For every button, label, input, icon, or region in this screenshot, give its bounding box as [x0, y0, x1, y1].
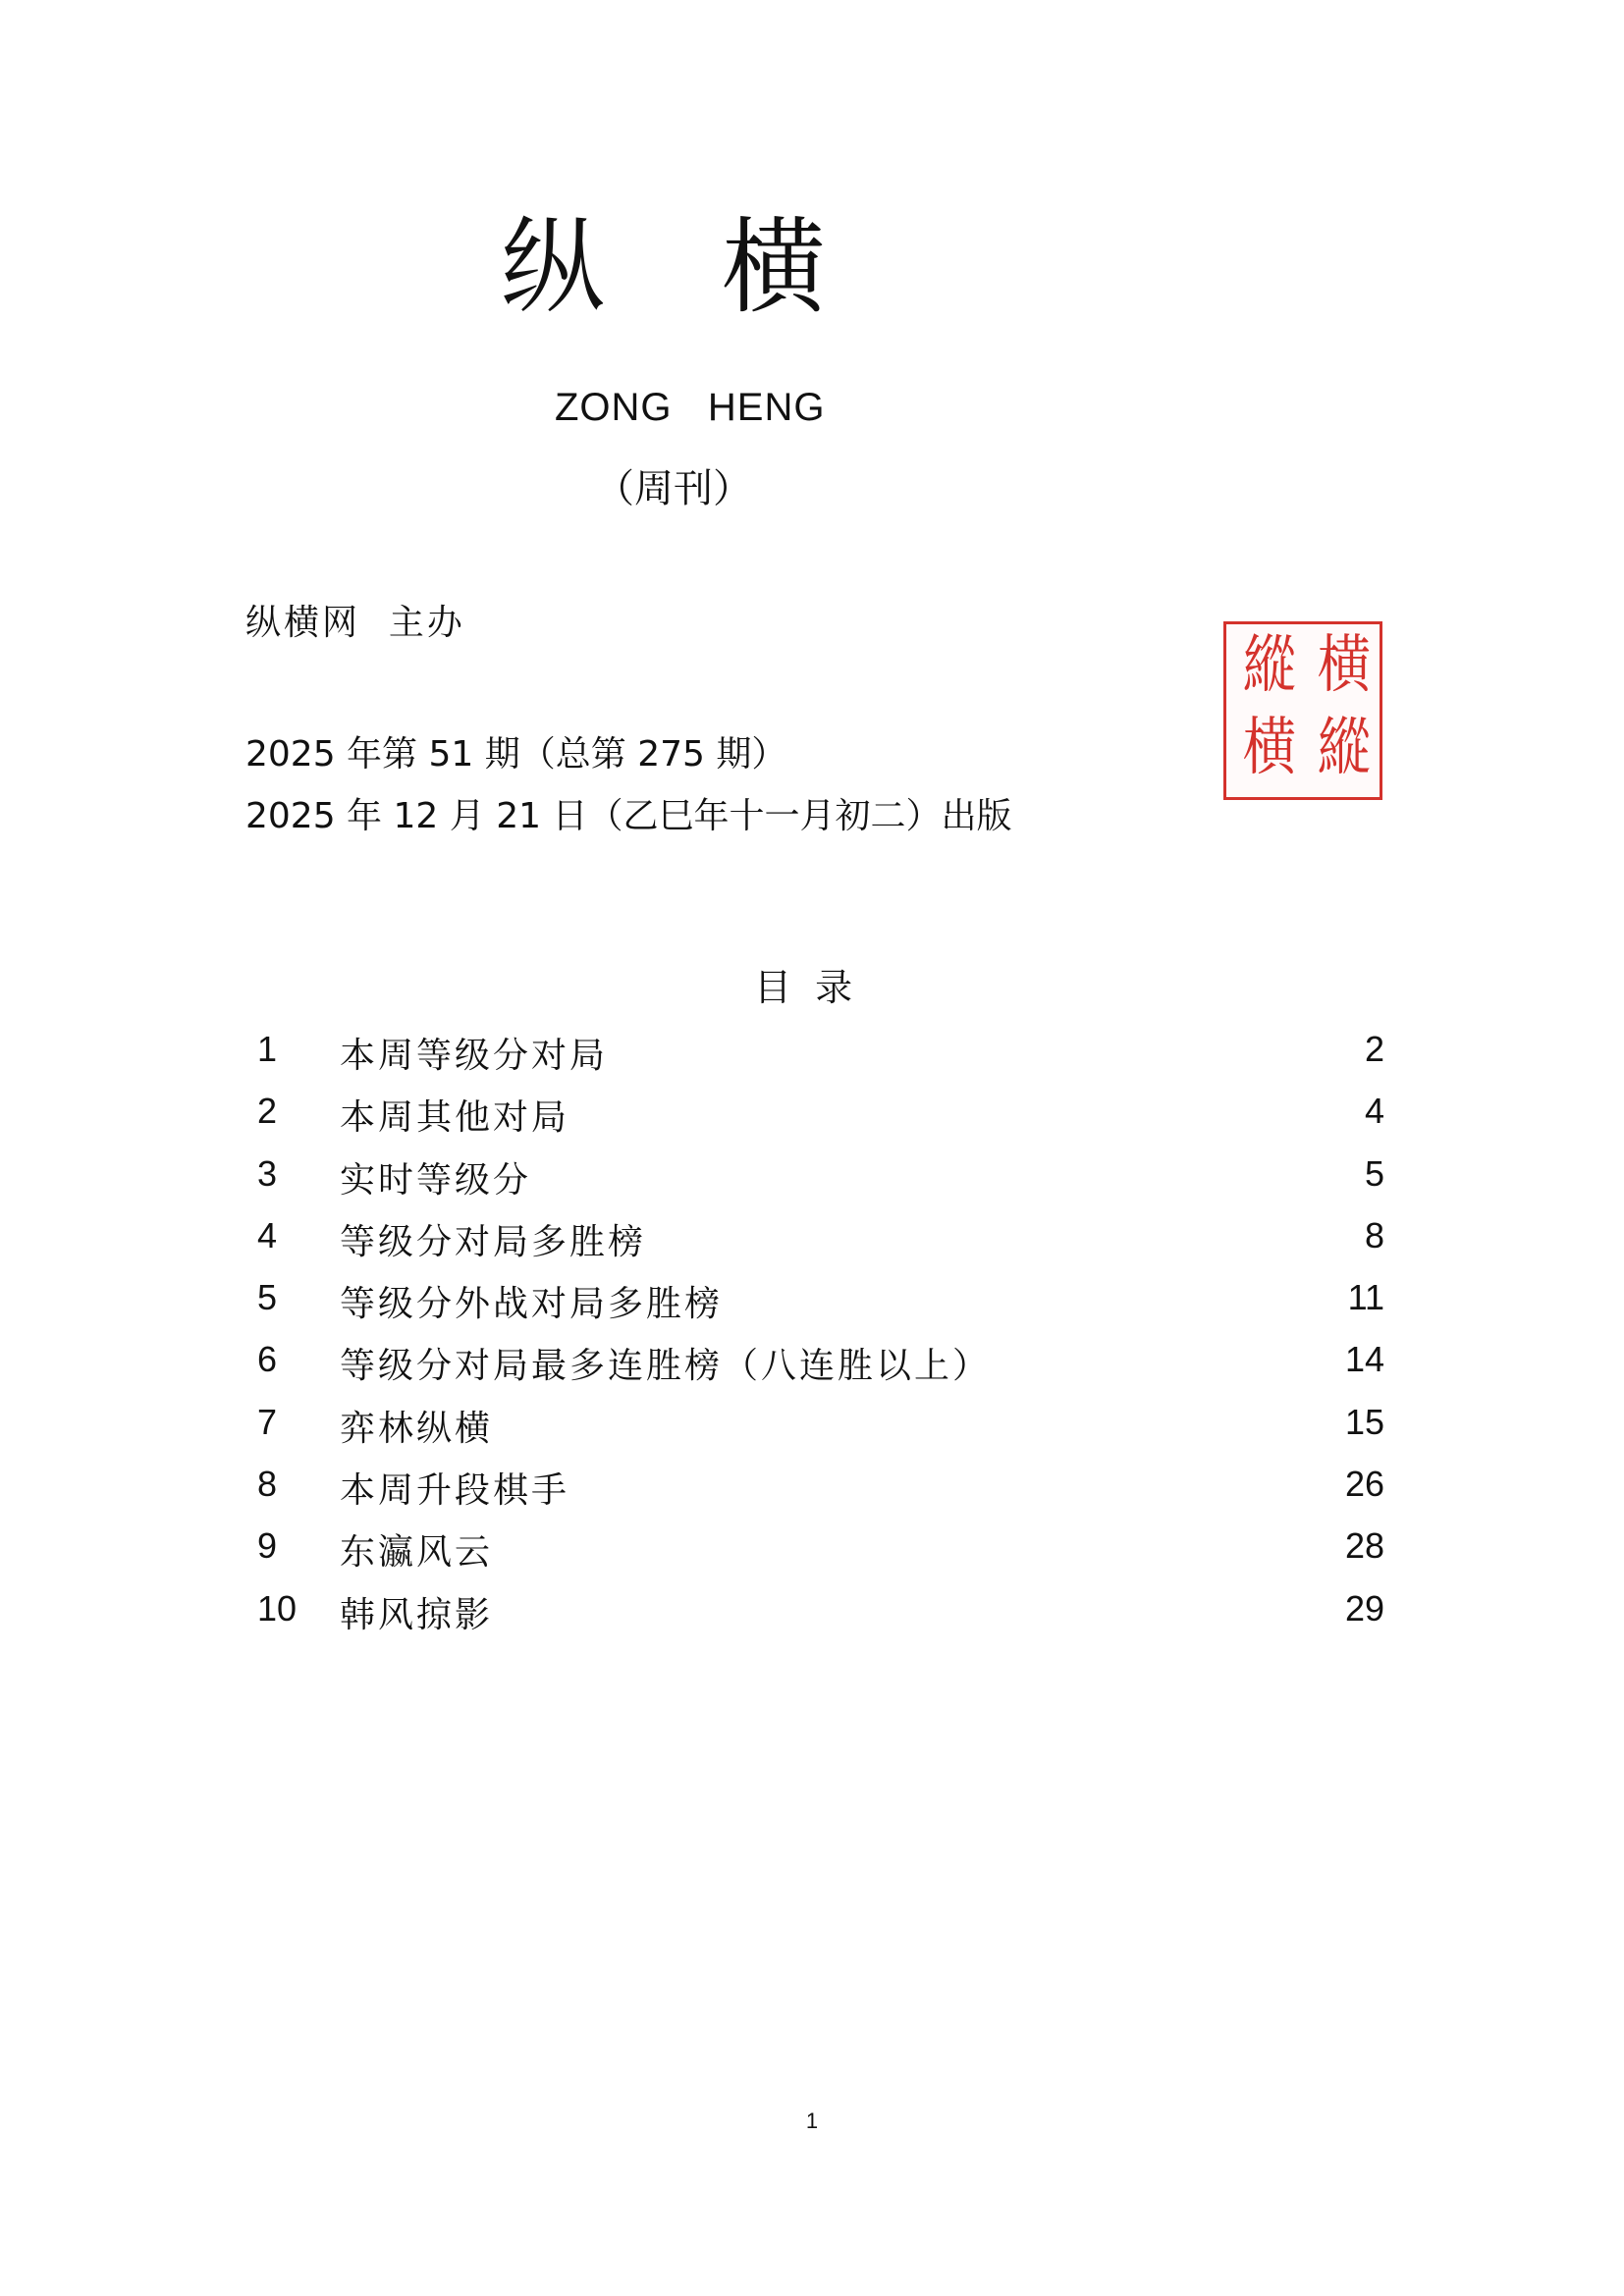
seal-glyph: 横 [1317, 629, 1372, 702]
toc-item-number: 4 [257, 1214, 278, 1255]
toc-item-page: 11 [1347, 1277, 1384, 1318]
toc-item-number: 8 [257, 1464, 278, 1505]
toc-item-page: 8 [1364, 1214, 1384, 1255]
toc-item-number: 2 [257, 1091, 278, 1132]
page-number: 1 [805, 2109, 819, 2133]
toc-item-title: 等级分对局多胜榜 [340, 1221, 647, 1262]
toc-item-number: 9 [257, 1525, 278, 1567]
toc-item-title: 本周其他对局 [340, 1097, 570, 1139]
toc-item[interactable] [245, 1144, 1384, 1205]
toc-item-page: 2 [1364, 1029, 1384, 1069]
toc-item-page: 26 [1344, 1464, 1384, 1505]
toc-item[interactable] [245, 1392, 1384, 1454]
toc-item-number: 5 [257, 1277, 278, 1318]
toc-item-title: 等级分对局最多连胜榜（八连胜以上） [340, 1346, 992, 1387]
seal-glyph: 縱 [1317, 712, 1372, 784]
toc-item-page: 5 [1364, 1152, 1384, 1194]
toc-item-title: 本周等级分对局 [340, 1036, 609, 1076]
toc-item-number: 3 [257, 1152, 278, 1194]
seal-stamp-icon [1223, 621, 1382, 800]
toc-item[interactable] [245, 1019, 1384, 1081]
publication-frequency: （周刊） [595, 466, 752, 511]
toc-item-title: 实时等级分 [340, 1159, 532, 1201]
issue-number-line: 2025 年第 51 期（总第 275 期） [245, 734, 787, 774]
toc-item[interactable] [245, 1081, 1384, 1143]
toc-item-page: 29 [1344, 1587, 1384, 1629]
toc-heading: 目 录 [754, 966, 853, 1009]
toc-item-title: 本周升段棋手 [340, 1470, 570, 1512]
table-of-contents [245, 1019, 1384, 1640]
title-char-heng: 横 [722, 207, 826, 328]
toc-item-page: 15 [1344, 1401, 1384, 1442]
toc-item-number: 6 [257, 1339, 278, 1380]
toc-item-title: 韩风掠影 [340, 1594, 494, 1635]
toc-item-number: 10 [257, 1587, 298, 1629]
toc-item[interactable] [245, 1267, 1384, 1329]
toc-item-number: 7 [257, 1401, 278, 1442]
toc-item-title: 东瀛风云 [340, 1532, 494, 1574]
toc-item[interactable] [245, 1578, 1384, 1640]
seal-glyph: 縱 [1242, 629, 1297, 702]
toc-item-page: 28 [1344, 1525, 1384, 1567]
title-char-zong: 纵 [501, 207, 605, 328]
publish-date-line: 2025 年 12 月 21 日（乙巳年十一月初二）出版 [245, 796, 1012, 836]
seal-glyph: 横 [1242, 712, 1297, 784]
toc-item-title: 弈林纵横 [340, 1408, 494, 1449]
toc-item-page: 14 [1344, 1339, 1384, 1380]
toc-item-title: 等级分外战对局多胜榜 [340, 1284, 724, 1325]
sponsor-line: 纵横网 主办 [245, 603, 465, 643]
toc-item[interactable] [245, 1329, 1384, 1391]
toc-item-number: 1 [257, 1029, 278, 1069]
toc-item[interactable] [245, 1516, 1384, 1577]
title-romanization: ZONG HENG [555, 386, 826, 429]
toc-item[interactable] [245, 1454, 1384, 1516]
toc-item[interactable] [245, 1205, 1384, 1267]
toc-item-page: 4 [1364, 1091, 1384, 1132]
